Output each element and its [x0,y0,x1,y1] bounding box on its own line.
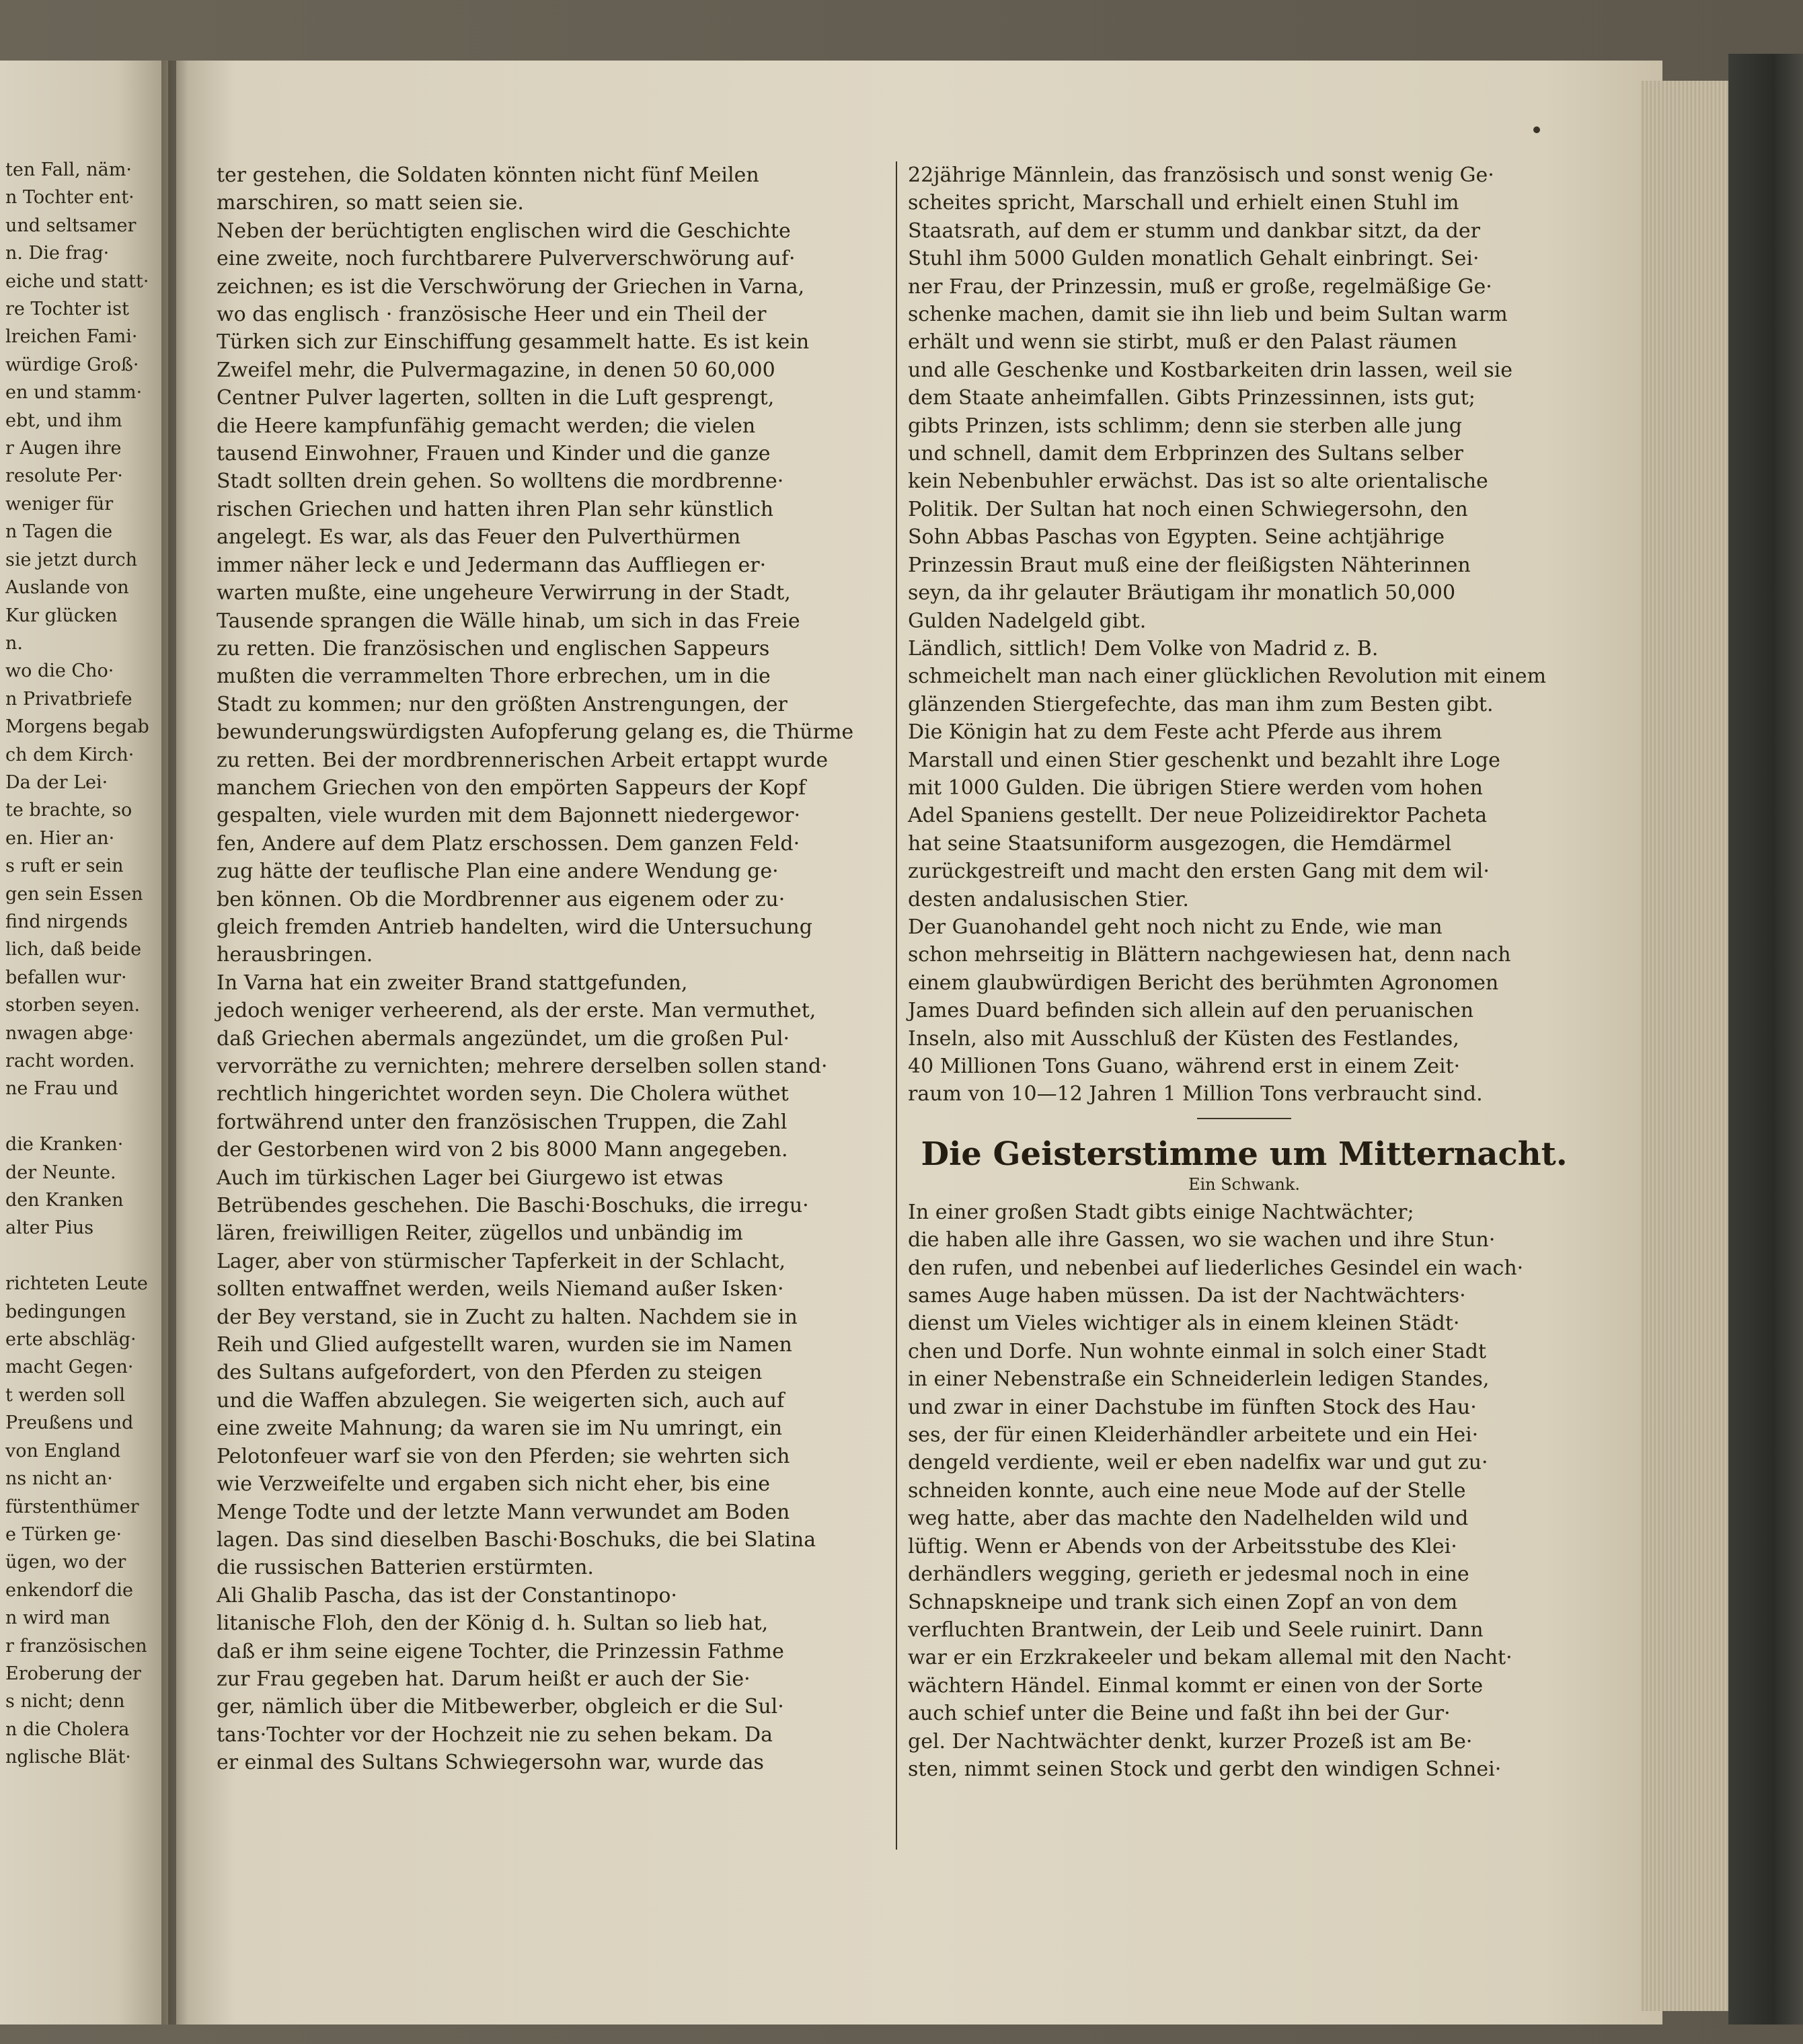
text-line: chen und Dorfe. Nun wohnte einmal in solch einer Stadt [908,1339,1487,1363]
text-line: auch schief unter die Beine und faßt ihn bei der Gur· [908,1702,1451,1726]
left-page [0,61,168,2024]
text-line: raum von 10—12 Jahren 1 Million Tons verbraucht sind. [908,1082,1483,1106]
text-line: eine zweite Mahnung; da waren sie im Nu umringt, ein [217,1416,783,1441]
text-line: Stadt zu kommen; nur den größten Anstrengungen, der [217,692,788,716]
text-line: Gulden Nadelgeld gibt. [908,609,1147,633]
left-page-text-line: storben seyen. [5,995,141,1016]
text-line: glänzenden Stiergefechte, das man ihm zum Besten gibt. [908,692,1494,716]
text-line: seyn, da ihr gelauter Bräutigam ihr monatlich 50,000 [908,581,1456,605]
text-line: tausend Einwohner, Frauen und Kinder und die ganze [217,442,771,466]
left-page-text-line: fürstenthümer [5,1496,139,1517]
left-page-text-line: te brachte, so [5,800,132,821]
text-line: In Varna hat ein zweiter Brand stattgefunden, [217,971,688,995]
text-line: schmeichelt man nach einer glücklichen Revolution mit einem [908,665,1547,689]
left-page-text-line: eiche und statt· [5,270,149,292]
text-line: Staatsrath, auf dem er stumm und dankbar sitzt, da der [908,219,1480,243]
text-line: Der Guanohandel geht noch nicht zu Ende, wie man [908,915,1443,939]
text-line: jedoch weniger verheerend, als der erste. Man vermuthet, [217,999,816,1023]
text-line: ses, der für einen Kleiderhändler arbeitete und ein Hei· [908,1423,1479,1447]
left-page-text-line: Kur glücken [5,605,118,626]
text-line: gleich fremden Antrieb handelten, wird die Untersuchung [217,915,812,939]
text-line: zur Frau gegeben hat. Darum heißt er auch der Sie· [217,1667,751,1691]
text-line: rechtlich hingerichtet worden seyn. Die Cholera wüthet [217,1082,789,1106]
left-page-text-line: ten Fall, näm· [5,159,132,180]
text-line: Menge Todte und der letzte Mann verwundet am Boden [217,1500,790,1524]
text-line: die haben alle ihre Gassen, wo sie wachen und ihre Stun· [908,1228,1496,1252]
left-page-text-line: n Tochter ent· [5,187,135,209]
text-line: kein Nebenbuhler erwächst. Das ist so alte orientalische [908,469,1488,494]
left-page-text-line: ns nicht an· [5,1468,113,1490]
left-page-text-line: wo die Cho· [5,660,114,682]
text-line: und die Waffen abzulegen. Sie weigerten sich, auch auf [217,1388,785,1412]
left-page-text-fragment [5,156,167,1772]
left-page-text-line: gen sein Essen [5,883,143,905]
left-page-text-line: sie jetzt durch [5,549,138,570]
text-line: manchem Griechen von den empörten Sappeurs der Kopf [217,775,806,800]
left-page-text-line: macht Gegen· [5,1357,134,1378]
text-line: zu retten. Die französischen und englischen Sappeurs [217,636,770,660]
text-line: angelegt. Es war, als das Feuer den Pulverthürmen [217,525,741,550]
left-page-text-line: Da der Lei· [5,771,108,793]
text-line: wo das englisch · französische Heer und ein Theil der [217,303,767,327]
text-line: Ländlich, sittlich! Dem Volke von Madrid z. B. [908,636,1379,660]
text-line: rischen Griechen und hatten ihren Plan sehr künstlich [217,497,774,521]
text-line: derhändlers wegging, gerieth er jedesmal noch in eine [908,1562,1469,1587]
text-line: zug hätte der teuflische Plan eine andere Wendung ge· [217,860,779,884]
column-divider [896,161,897,1850]
left-page-text-line [5,1103,167,1131]
left-page-text-line: Auslande von [5,577,129,599]
text-line: ter gestehen, die Soldaten könnten nicht fünf Meilen [217,163,759,187]
text-line: James Duard befinden sich allein auf den peruanischen [908,999,1474,1023]
text-line: Centner Pulver lagerten, sollten in die Luft gesprengt, [217,386,775,410]
left-page-text-line: ebt, und ihm [5,410,122,431]
book-binding [1728,54,1803,2024]
text-line: mit 1000 Gulden. Die übrigen Stiere werden vom hohen [908,775,1483,800]
left-page-text-line: der Neunte. [5,1162,116,1183]
left-page-text-line: bedingungen [5,1301,126,1322]
text-line: gel. Der Nachtwächter denkt, kurzer Prozeß ist am Be· [908,1729,1473,1753]
left-page-text-line: ne Frau und [5,1078,118,1100]
text-line: litanische Floh, den der König d. h. Sultan so lieb hat, [217,1612,769,1636]
title-separator [1197,1118,1291,1119]
text-line: zeichnen; es ist die Verschwörung der Griechen in Varna, [217,274,805,299]
text-line: daß er ihm seine eigene Tochter, die Prinzessin Fathme [217,1639,784,1663]
left-page-text-line: n Tagen die [5,521,113,543]
text-line: ner Frau, der Prinzessin, muß er große, regelmäßige Ge· [908,274,1492,299]
text-line: marschiren, so matt seien sie. [217,191,524,215]
text-line: Betrübendes geschehen. Die Baschi·Boschuks, die irregu· [217,1194,809,1218]
text-line: sollten entwaffnet werden, weils Niemand außer Isken· [217,1277,784,1301]
text-line: weg hatte, aber das machte den Nadelhelden wild und [908,1507,1469,1531]
spine-shadow [161,61,188,2024]
left-page-text-line: enkendorf die [5,1579,134,1601]
left-page-text-line: Preußens und [5,1412,134,1434]
text-line: Politik. Der Sultan hat noch einen Schwiegersohn, den [908,497,1468,521]
text-line: In einer großen Stadt gibts einige Nachtwächter; [908,1200,1414,1224]
text-line: immer näher leck e und Jedermann das Auffliegen er· [217,553,767,577]
text-line: 40 Millionen Tons Guano, während erst in einem Zeit· [908,1055,1461,1078]
text-line: fortwährend unter den französischen Truppen, die Zahl [217,1110,788,1134]
text-line: Tausende sprangen die Wälle hinab, um sich in das Freie [217,609,800,633]
left-page-text-line: n. Die frag· [5,243,110,264]
text-line: zu retten. Bei der mordbrennerischen Arbeit ertappt wurde [217,748,829,772]
text-line: und alle Geschenke und Kostbarkeiten drin lassen, weil sie [908,358,1512,382]
text-line: Prinzessin Braut muß eine der fleißigsten Nähterinnen [908,553,1471,577]
left-page-text-line: nglische Blät· [5,1747,131,1768]
column-2 [908,161,1580,1783]
left-page-text-line: würdige Groß· [5,354,139,375]
left-page-text-line: richteten Leute [5,1273,148,1295]
article-title: Die Geisterstimme um Mitternacht. [921,1135,1568,1173]
text-line: desten andalusischen Stier. [908,887,1189,911]
left-page-text-line: n wird man [5,1607,110,1629]
text-line: den rufen, und nebenbei auf liederliches Gesindel ein wach· [908,1256,1524,1280]
text-line: der Gestorbenen wird von 2 bis 8000 Mann angegeben. [217,1138,788,1162]
left-page-text-line: von England [5,1440,121,1462]
page-edges [1641,81,1728,2011]
text-line: Lager, aber von stürmischer Tapferkeit in der Schlacht, [217,1249,786,1273]
text-line: bewunderungswürdigsten Aufopferung gelang es, die Thürme [217,720,854,745]
left-page-text-line: ügen, wo der [5,1552,126,1573]
text-line: er einmal des Sultans Schwiegersohn war, wurde das [217,1751,764,1775]
left-page-text-line: weniger für [5,493,114,515]
text-line: lüftig. Wenn er Abends von der Arbeitsstube des Klei· [908,1534,1457,1558]
text-line: fen, Andere auf dem Platz erschossen. Dem ganzen Feld· [217,831,800,856]
text-line: gespalten, viele wurden mit dem Bajonnett niedergewor· [217,804,801,828]
text-line: eine zweite, noch furchtbarere Pulververschwörung auf· [217,247,796,271]
text-line: und schnell, damit dem Erbprinzen des Sultans selber [908,442,1463,466]
text-line: tans·Tochter vor der Hochzeit nie zu sehen bekam. Da [217,1723,773,1747]
left-page-text-line: Morgens begab [5,716,149,738]
text-line: sten, nimmt seinen Stock und gerbt den windigen Schnei· [908,1757,1502,1781]
ink-mark [1533,126,1540,133]
left-page-text-line: racht worden. [5,1051,135,1071]
text-line: schon mehrseitig in Blättern nachgewiesen hat, denn nach [908,943,1511,967]
left-page-text-line: r Augen ihre [5,438,122,459]
text-line: lären, freiwilligen Reiter, zügellos und unbändig im [217,1221,743,1246]
text-line: war er ein Erzkrakeeler und bekam allemal mit den Nacht· [908,1646,1512,1670]
text-line: mußten die verrammelten Thore erbrechen, um in die [217,665,771,689]
article-subtitle: Ein Schwank. [1188,1174,1301,1194]
left-page-text-line: und seltsamer [5,215,137,236]
text-line: sames Auge haben müssen. Da ist der Nachtwächters· [908,1284,1466,1308]
left-page-text-line: lreichen Fami· [5,326,138,348]
text-line: wächtern Händel. Einmal kommt er einen von der Sorte [908,1673,1484,1698]
text-line: schenke machen, damit sie ihn lieb und beim Sultan warm [908,303,1508,327]
text-line: in einer Nebenstraße ein Schneiderlein ledigen Standes, [908,1367,1490,1392]
left-page-text-line: die Kranken· [5,1134,124,1156]
left-page-text-line: ch dem Kirch· [5,744,135,765]
left-page-text-line: alter Pius [5,1217,94,1239]
text-line: 22jährige Männlein, das französisch und sonst wenig Ge· [908,163,1494,187]
text-line: die Heere kampfunfähig gemacht werden; die vielen [217,414,756,438]
text-line: Inseln, also mit Ausschluß der Küsten des Festlandes, [908,1026,1459,1051]
left-page-text-line: resolute Per· [5,465,123,487]
left-page-text-line: n. [5,632,23,654]
text-line: Ali Ghalib Pascha, das ist der Constantinopo· [217,1583,677,1607]
text-line: vervorräthe zu vernichten; mehrere derselben sollen stand· [217,1055,828,1078]
left-page-text-line: en. Hier an· [5,827,115,849]
left-page-text-line [5,1242,167,1270]
left-page-text-line: s nicht; denn [5,1691,125,1712]
text-line: warten mußte, eine ungeheure Verwirrung in der Stadt, [217,581,791,605]
text-line: dem Staate anheimfallen. Gibts Prinzessinnen, ists gut; [908,386,1475,410]
text-line: verfluchten Brantwein, der Leib und Seele ruinirt. Dann [908,1618,1484,1642]
text-line: Stuhl ihm 5000 Gulden monatlich Gehalt einbringt. Sei· [908,247,1480,271]
text-line: wie Verzweifelte und ergaben sich nicht eher, bis eine [217,1472,770,1497]
left-page-text-line: t werden soll [5,1384,126,1406]
text-line: scheites spricht, Marschall und erhielt einen Stuhl im [908,191,1459,215]
text-line: Türken sich zur Einschiffung gesammelt hatte. Es ist kein [217,330,810,354]
text-line: gibts Prinzen, ists schlimm; denn sie sterben alle jung [908,414,1462,438]
left-page-text-line: erte abschläg· [5,1329,137,1351]
left-page-text-line: lich, daß beide [5,939,142,960]
left-page-text-line: e Türken ge· [5,1523,122,1545]
text-line: Auch im türkischen Lager bei Giurgewo ist etwas [217,1166,724,1190]
text-line: dengeld verdiente, weil er eben nadelfix war und gut zu· [908,1451,1488,1475]
column-1 [217,161,889,1777]
left-page-text-line: s ruft er sein [5,856,124,877]
text-line: erhält und wenn sie stirbt, muß er den Palast räumen [908,330,1457,354]
text-line: Marstall und einen Stier geschenkt und bezahlt ihre Loge [908,748,1500,772]
text-line: Neben der berüchtigten englischen wird die Geschichte [217,219,791,243]
text-line: Die Königin hat zu dem Feste acht Pferde aus ihrem [908,720,1443,745]
text-line: Zweifel mehr, die Pulvermagazine, in denen 50 60,000 [217,358,775,382]
left-page-text-line: r französischen [5,1635,147,1657]
text-line: zurückgestreift und macht den ersten Gang mit dem wil· [908,860,1490,884]
text-line: ben können. Ob die Mordbrenner aus eigenem oder zu· [217,887,785,911]
text-line: herausbringen. [217,943,373,967]
text-line: schneiden konnte, auch eine neue Mode auf der Stelle [908,1478,1466,1503]
text-line: hat seine Staatsuniform ausgezogen, die Hemdärmel [908,831,1452,856]
text-line: Schnapskneipe und trank sich einen Zopf an von dem [908,1590,1458,1614]
left-page-text-line: Eroberung der [5,1663,141,1684]
left-page-text-line: n Privatbriefe [5,688,132,710]
column-2-news [908,161,1580,1108]
left-page-text-line: re Tochter ist [5,299,129,320]
text-line: Adel Spaniens gestellt. Der neue Polizeidirektor Pacheta [908,804,1488,828]
text-line: Pelotonfeuer warf sie von den Pferden; sie wehrten sich [217,1444,790,1468]
text-line: und zwar in einer Dachstube im fünften Stock des Hau· [908,1395,1477,1419]
text-line: Stadt sollten drein gehen. So wolltens die mordbrenne· [217,469,784,494]
text-line: die russischen Batterien erstürmten. [217,1556,594,1580]
text-line: ger, nämlich über die Mitbewerber, obgleich er die Sul· [217,1695,784,1719]
text-line: Reih und Glied aufgestellt waren, wurden sie im Namen [217,1333,792,1357]
left-page-text-line: en und stamm· [5,382,143,404]
text-line: des Sultans aufgefordert, von den Pferden zu steigen [217,1361,763,1385]
text-line: einem glaubwürdigen Bericht des berühmten Agronomen [908,971,1499,995]
left-page-text-line: nwagen abge· [5,1022,135,1044]
text-line: daß Griechen abermals angezündet, um die großen Pul· [217,1026,790,1051]
text-line: dienst um Vieles wichtiger als in einem kleinen Städt· [908,1312,1460,1336]
left-page-text-line: n die Cholera [5,1718,130,1740]
text-line: der Bey verstand, sie in Zucht zu halten. Nachdem sie in [217,1305,798,1329]
left-page-text-line: find nirgends [5,911,128,932]
text-line: lagen. Das sind dieselben Baschi·Boschuks, die bei Slatina [217,1527,816,1552]
text-line: Sohn Abbas Paschas von Egypten. Seine achtjährige [908,525,1445,550]
left-page-text-line: befallen wur· [5,967,127,988]
column-2-story [908,1199,1580,1784]
left-page-text-line: den Kranken [5,1190,124,1211]
